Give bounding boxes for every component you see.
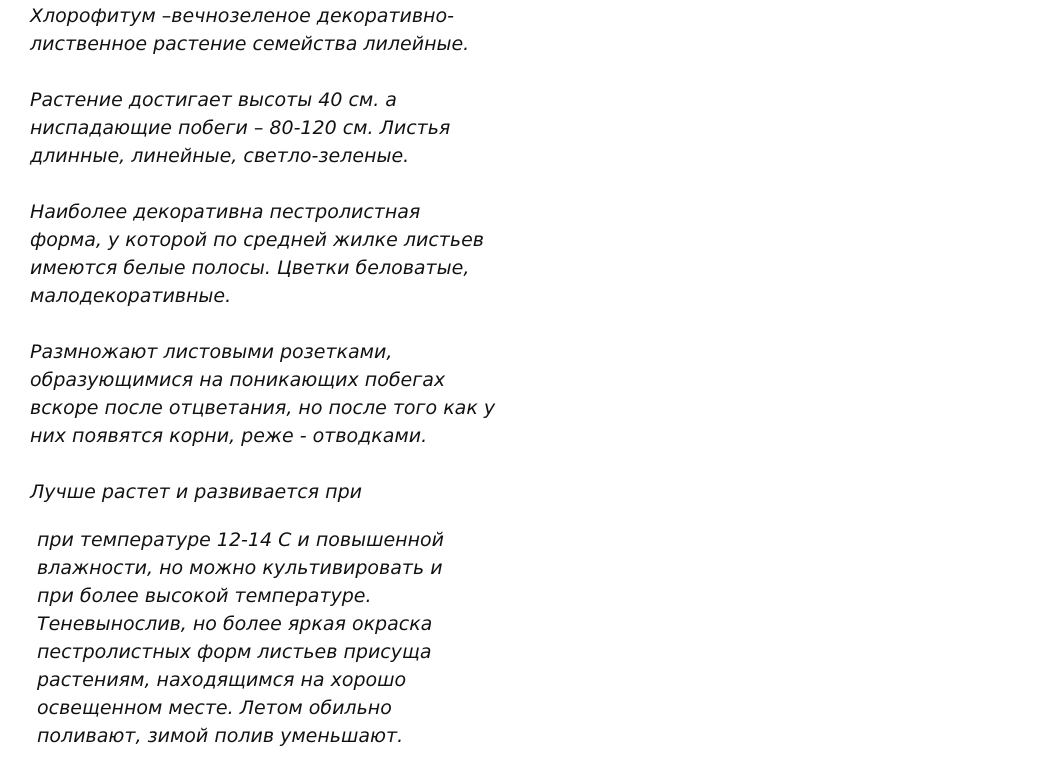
text-line: Хлорофитум –вечнозеленое декоративно- <box>30 5 454 27</box>
text-line: длинные, линейные, светло-зеленые. <box>30 145 410 167</box>
text-line: вскоре после отцветания, но после того как у <box>30 397 496 419</box>
paragraph-variegated-form <box>30 198 484 310</box>
text-line: ниспадающие побеги – 80-120 см. Листья <box>30 117 451 139</box>
text-line: пестролистных форм листьев присуща <box>37 641 432 663</box>
text-line: поливают, зимой полив уменьшают. <box>37 725 404 747</box>
paragraph-size <box>30 86 450 170</box>
text-line: Растение достигает высоты 40 см. а <box>30 89 397 111</box>
paragraph-propagation <box>30 338 495 450</box>
text-line: при температуре 12-14 С и повышенной <box>37 529 444 551</box>
text-line: имеются белые полосы. Цветки беловатые, <box>30 257 470 279</box>
text-line: Размножают листовыми розетками, <box>30 341 393 363</box>
text-line: Наиболее декоративна пестролистная <box>30 201 421 223</box>
paragraph-description <box>30 2 469 58</box>
paragraph-growth-intro <box>30 478 362 506</box>
text-line: малодекоративные. <box>30 285 232 307</box>
text-line: них появятся корни, реже - отводками. <box>30 425 428 447</box>
text-line: форма, у которой по средней жилке листьев <box>30 229 484 251</box>
text-line: образующимися на поникающих побегах <box>30 369 446 391</box>
paragraph-growing-conditions <box>37 526 444 750</box>
text-line: влажности, но можно культивировать и <box>37 557 443 579</box>
text-line: при более высокой температуре. <box>37 585 372 607</box>
text-line: Теневынослив, но более яркая окраска <box>37 613 433 635</box>
text-line: растениям, находящимся на хорошо <box>37 669 407 691</box>
text-line: освещенном месте. Летом обильно <box>37 697 392 719</box>
text-line: Лучше растет и развивается при <box>30 481 362 503</box>
text-line: лиственное растение семейства лилейные. <box>30 33 470 55</box>
